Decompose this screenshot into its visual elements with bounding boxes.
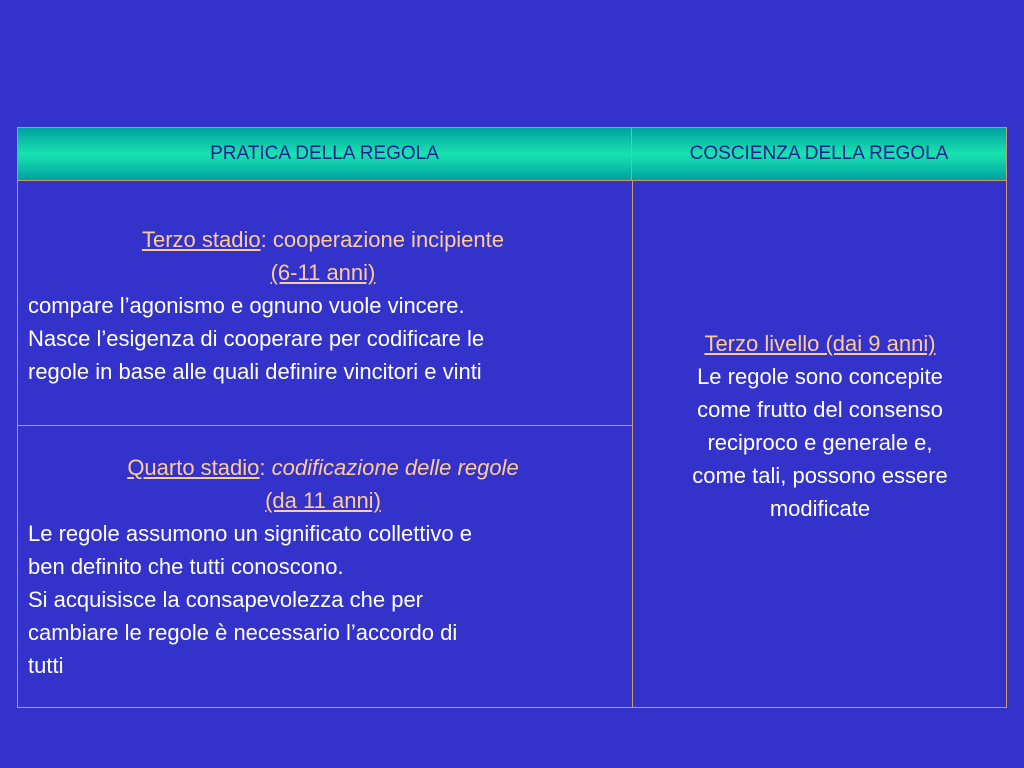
quarto-stadio-line: Si acquisisce la consapevolezza che per: [28, 587, 424, 612]
terzo-livello-line: come tali, possono essere: [692, 463, 948, 488]
header-divider: [18, 180, 1006, 181]
quarto-stadio-line: cambiare le regole è necessario l’accordo di: [28, 620, 458, 645]
terzo-stadio-line: compare l’agonismo e ognuno vuole vincere.: [28, 293, 465, 318]
cell-terzo-stadio: [28, 223, 628, 388]
terzo-stadio-subtitle: cooperazione incipiente: [272, 227, 505, 252]
terzo-stadio-sep: :: [260, 227, 273, 252]
quarto-stadio-age-row: [28, 484, 618, 517]
terzo-livello-line: reciproco e generale e,: [707, 430, 933, 455]
rules-table: [17, 127, 1007, 708]
terzo-stadio-heading: [28, 223, 618, 256]
terzo-livello-heading: [634, 327, 1006, 360]
terzo-livello-line: modificate: [769, 496, 871, 521]
terzo-livello-line: come frutto del consenso: [697, 397, 943, 422]
cell-terzo-livello: [634, 327, 1006, 525]
header-pratica: [18, 128, 632, 180]
terzo-stadio-age: (6-11 anni): [270, 260, 376, 285]
header-coscienza-label: COSCIENZA DELLA REGOLA: [689, 143, 949, 164]
terzo-stadio-line: Nasce l’esigenza di cooperare per codificare le: [28, 326, 485, 351]
quarto-stadio-line: Le regole assumono un significato collettivo e: [28, 521, 472, 546]
quarto-stadio-sep: :: [259, 455, 272, 480]
header-pratica-label: PRATICA DELLA REGOLA: [210, 143, 439, 164]
quarto-stadio-label: Quarto stadio: [127, 455, 260, 480]
cell-quarto-stadio: [28, 451, 628, 682]
quarto-stadio-age: (da 11 anni): [265, 488, 381, 513]
terzo-livello-line: Le regole sono concepite: [697, 364, 943, 389]
quarto-stadio-heading: [28, 451, 618, 484]
terzo-stadio-label: Terzo stadio: [141, 227, 261, 252]
terzo-stadio-line: regole in base alle quali definire vincitori e vinti: [28, 359, 482, 384]
quarto-stadio-line: ben definito che tutti conoscono.: [28, 554, 344, 579]
quarto-stadio-line: tutti: [28, 653, 64, 678]
column-divider: [632, 180, 633, 707]
header-coscienza: [632, 128, 1006, 180]
quarto-stadio-subtitle: codificazione delle regole: [271, 455, 519, 480]
terzo-livello-title: Terzo livello (dai 9 anni): [704, 331, 936, 356]
terzo-stadio-age-row: [28, 256, 618, 289]
row-divider: [18, 425, 632, 426]
